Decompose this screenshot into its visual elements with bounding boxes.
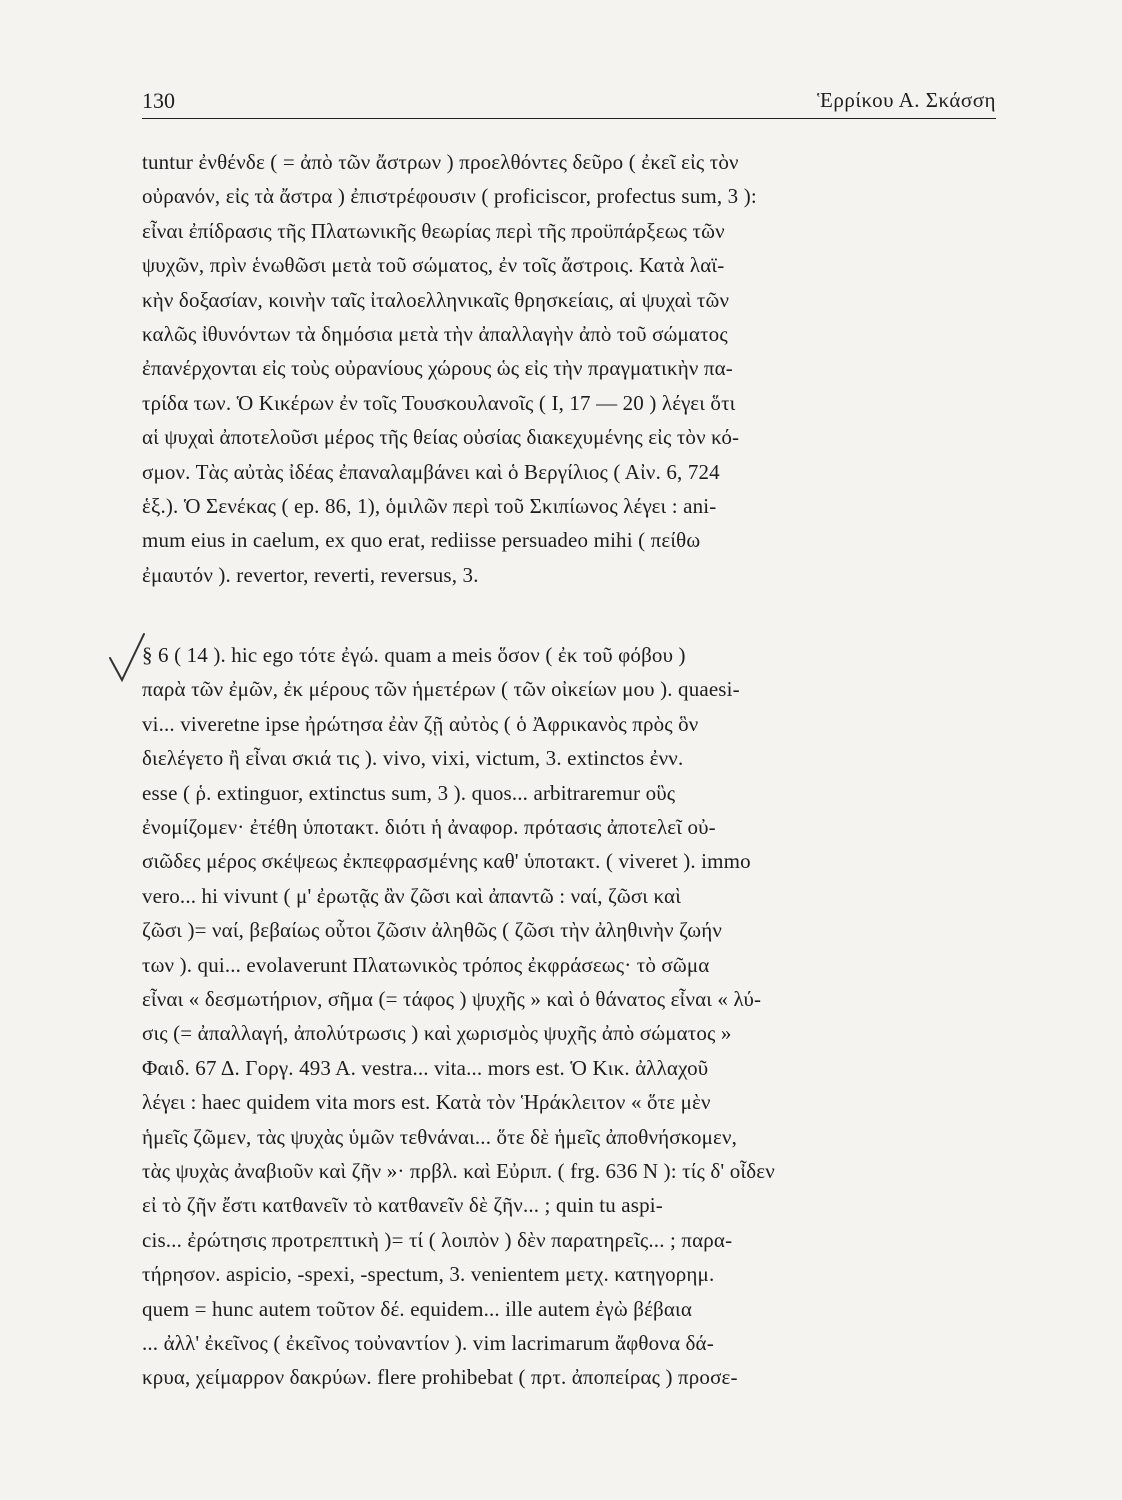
text-line: αἱ ψυχαὶ ἀποτελοῦσι μέρος τῆς θείας οὐσίας διακεχυμένης εἰς τὸν κό-: [142, 425, 740, 450]
page-number: 130: [142, 88, 175, 113]
running-head: Ἑρρίκου Α. Σκάσση: [817, 88, 996, 112]
text-line: vi... viveretne ipse ἠρώτησα ἐὰν ζῇ αὐτὸς ( ὁ Ἀφρικανὸς πρὸς ὃν: [142, 711, 699, 736]
text-line: ... ἀλλ' ἐκεῖνος ( ἐκεῖνος τοὐναντίον ). vim lacrimarum ἄφθονα δά-: [142, 1330, 714, 1355]
text-line: quem = hunc autem τοῦτον δέ. equidem... ille autem ἐγὼ βέβαια: [142, 1296, 692, 1321]
text-line: κὴν δοξασίαν, κοινὴν ταῖς ἰταλοελληνικαῖς θρησκείαις, αἱ ψυχαὶ τῶν: [142, 287, 730, 312]
text-line: Φαιδ. 67 Δ. Γοργ. 493 Α. vestra... vita... mors est. Ὁ Κικ. ἀλλαχοῦ: [142, 1055, 709, 1080]
text-line: esse ( ῥ. extinguor, extinctus sum, 3 ). quos... arbitraremur οὓς: [142, 780, 676, 805]
text-line: διελέγετο ἢ εἶναι σκιά τις ). vivo, vixi, victum, 3. extinctos ἐνν.: [142, 746, 684, 771]
text-line: mum eius in caelum, ex quo erat, rediisse persuadeo mihi ( πείθω: [142, 528, 701, 553]
text-line: κρυα, χείμαρρον δακρύων. flere prohibebat ( πρτ. ἀποπείρας ) προσε-: [142, 1365, 738, 1390]
text-line: οὐρανόν, εἰς τὰ ἄστρα ) ἐπιστρέφουσιν ( proficiscor, profectus sum, 3 ):: [142, 184, 757, 209]
text-line: vero... hi vivunt ( μ' ἐρωτᾷς ἂν ζῶσι καὶ ἀπαντῶ : ναί, ζῶσι καὶ: [142, 883, 681, 908]
paragraph-commentary-1: [142, 145, 997, 592]
text-line: τὰς ψυχὰς ἀναβιοῦν καὶ ζῆν »· πρβλ. καὶ Εὐριπ. ( frg. 636 N ): τίς δ' οἶδεν: [142, 1158, 775, 1183]
text-line: παρὰ τῶν ἐμῶν, ἐκ μέρους τῶν ἡμετέρων ( τῶν οἰκείων μου ). quaesi-: [142, 677, 740, 702]
text-line: ἡμεῖς ζῶμεν, τὰς ψυχὰς ὑμῶν τεθνάναι... ὅτε δὲ ἡμεῖς ἀποθνήσκομεν,: [142, 1124, 738, 1149]
page-body: [142, 145, 997, 1395]
text-line: τήρησον. aspicio, -spexi, -spectum, 3. venientem μετχ. κατηγορημ.: [142, 1262, 715, 1287]
paragraph-commentary-2: [142, 638, 997, 1395]
text-line: σιῶδες μέρος σκέψεως ἐκπεφρασμένης καθ' ὑποτακτ. ( viveret ). immo: [142, 849, 751, 874]
text-line: ἐνομίζομεν· ἐτέθη ὑποτακτ. διότι ἡ ἀναφορ. πρότασις ἀποτελεῖ οὐ-: [142, 815, 716, 840]
text-line: εἶναι ἐπίδρασις τῆς Πλατωνικῆς θεωρίας περὶ τῆς προϋπάρξεως τῶν: [142, 218, 725, 243]
text-line: tuntur ἐνθένδε ( = ἀπὸ τῶν ἄστρων ) προελθόντες δεῦρο ( ἐκεῖ εἰς τὸν: [142, 150, 739, 174]
text-line: σμον. Τὰς αὐτὰς ἰδέας ἐπαναλαμβάνει καὶ ὁ Βεργίλιος ( Αἰν. 6, 724: [142, 459, 720, 484]
text-line: λέγει : haec quidem vita mors est. Κατὰ τὸν Ἡράκλειτον « ὅτε μὲν: [142, 1090, 711, 1115]
text-line: cis... ἐρώτησις προτρεπτικὴ )= τί ( λοιπὸν ) δὲν παρατηρεῖς... ; παρα-: [142, 1227, 733, 1252]
text-line: ἐπανέρχονται εἰς τοὺς οὐρανίους χώρους ὡς εἰς τὴν πραγματικὴν πα-: [142, 356, 733, 381]
text-line: ἑξ.). Ὁ Σενέκας ( ep. 86, 1), ὁμιλῶν περὶ τοῦ Σκιπίωνος λέγει : ani-: [142, 493, 717, 518]
text-line: ἐμαυτόν ). revertor, reverti, reversus, 3.: [142, 562, 479, 587]
text-line: καλῶς ἰθυνόντων τὰ δημόσια μετὰ τὴν ἀπαλλαγὴν ἀπὸ τοῦ σώματος: [142, 321, 728, 346]
text-line: εἰ τὸ ζῆν ἔστι κατθανεῖν τὸ κατθανεῖν δὲ ζῆν... ; quin tu aspi-: [142, 1193, 663, 1218]
page-header: [142, 82, 996, 119]
text-line: εἶναι « δεσμωτήριον, σῆμα (= τάφος ) ψυχῆς » καὶ ὁ θάνατος εἶναι « λύ-: [142, 986, 762, 1011]
text-line: § 6 ( 14 ). hic ego τότε ἐγώ. quam a meis ὅσον ( ἐκ τοῦ φόβου ): [142, 643, 686, 668]
text-line: ζῶσι )= ναί, βεβαίως οὗτοι ζῶσιν ἀληθῶς ( ζῶσι τὴν ἀληθινὴν ζωήν: [142, 918, 722, 943]
text-line: τρίδα των. Ὁ Κικέρων ἐν τοῖς Τουσκουλανοῖς ( I, 17 — 20 ) λέγει ὅτι: [142, 390, 736, 415]
paragraph-gap: [142, 592, 997, 638]
text-line: ψυχῶν, πρὶν ἑνωθῶσι μετὰ τοῦ σώματος, ἐν τοῖς ἄστροις. Κατὰ λαϊ-: [142, 253, 725, 278]
text-line: των ). qui... evolaverunt Πλατωνικὸς τρόπος ἐκφράσεως· τὸ σῶμα: [142, 952, 710, 977]
text-line: σις (= ἀπαλλαγή, ἀπολύτρωσις ) καὶ χωρισμὸς ψυχῆς ἀπὸ σώματος »: [142, 1021, 732, 1046]
